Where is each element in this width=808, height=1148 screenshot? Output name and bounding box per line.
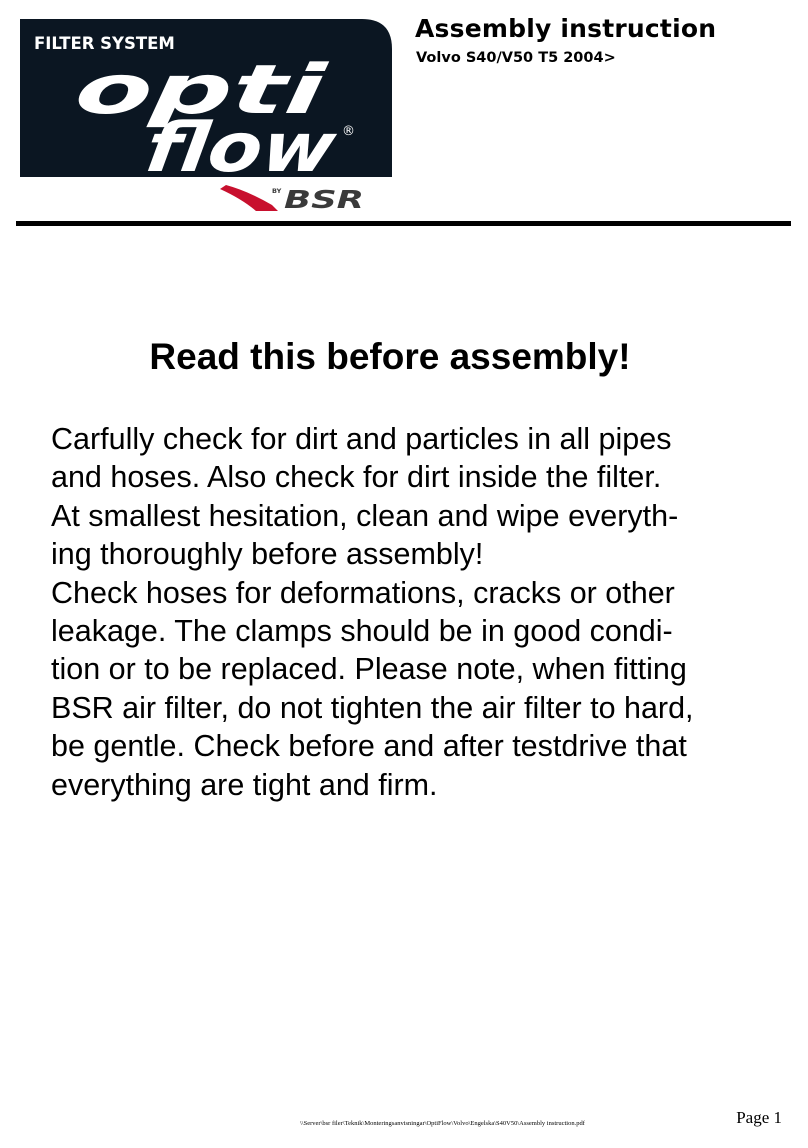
instruction-line: leakage. The clamps should be in good condi-: [51, 614, 673, 649]
instruction-line: At smallest hesitation, clean and wipe everyth-: [51, 498, 679, 533]
logo-by-label: BY: [272, 187, 282, 195]
instruction-line: and hoses. Also check for dirt inside the filter.: [51, 460, 662, 495]
file-path: \\Server\bsr filer\Teknik\Monteringsanvisningar\OptiFlow\Volvo\Engelska\S40V50\Assembly instruction.pdf: [300, 1120, 585, 1127]
instructions-paragraph: [51, 420, 791, 804]
instruction-line: be gentle. Check before and after testdrive that: [51, 729, 687, 764]
instruction-line: ing thoroughly before assembly!: [51, 537, 484, 572]
logo-word-flow: flow: [141, 109, 316, 188]
instruction-line: Check hoses for deformations, cracks or other: [51, 575, 675, 610]
logo-system-label: FILTER SYSTEM: [34, 34, 175, 53]
registered-mark: ®: [342, 124, 355, 139]
logo-brand-bsr: BSR: [284, 185, 364, 211]
instruction-line: Carfully check for dirt and particles in all pipes: [51, 422, 672, 456]
optiflow-logo: [20, 19, 398, 211]
logo-word-opti: opti: [70, 51, 233, 130]
instruction-line: tion or to be replaced. Please note, when fitting: [51, 652, 687, 687]
document-title: Assembly instruction: [415, 14, 717, 43]
instruction-line: everything are tight and firm.: [51, 767, 438, 802]
header-divider: [16, 221, 791, 226]
vehicle-model: Volvo S40/V50 T5 2004>: [416, 50, 616, 66]
page-number: Page 1: [736, 1108, 782, 1127]
instruction-line: BSR air filter, do not tighten the air filter to hard,: [51, 690, 694, 725]
warning-heading: Read this before assembly!: [149, 336, 631, 377]
